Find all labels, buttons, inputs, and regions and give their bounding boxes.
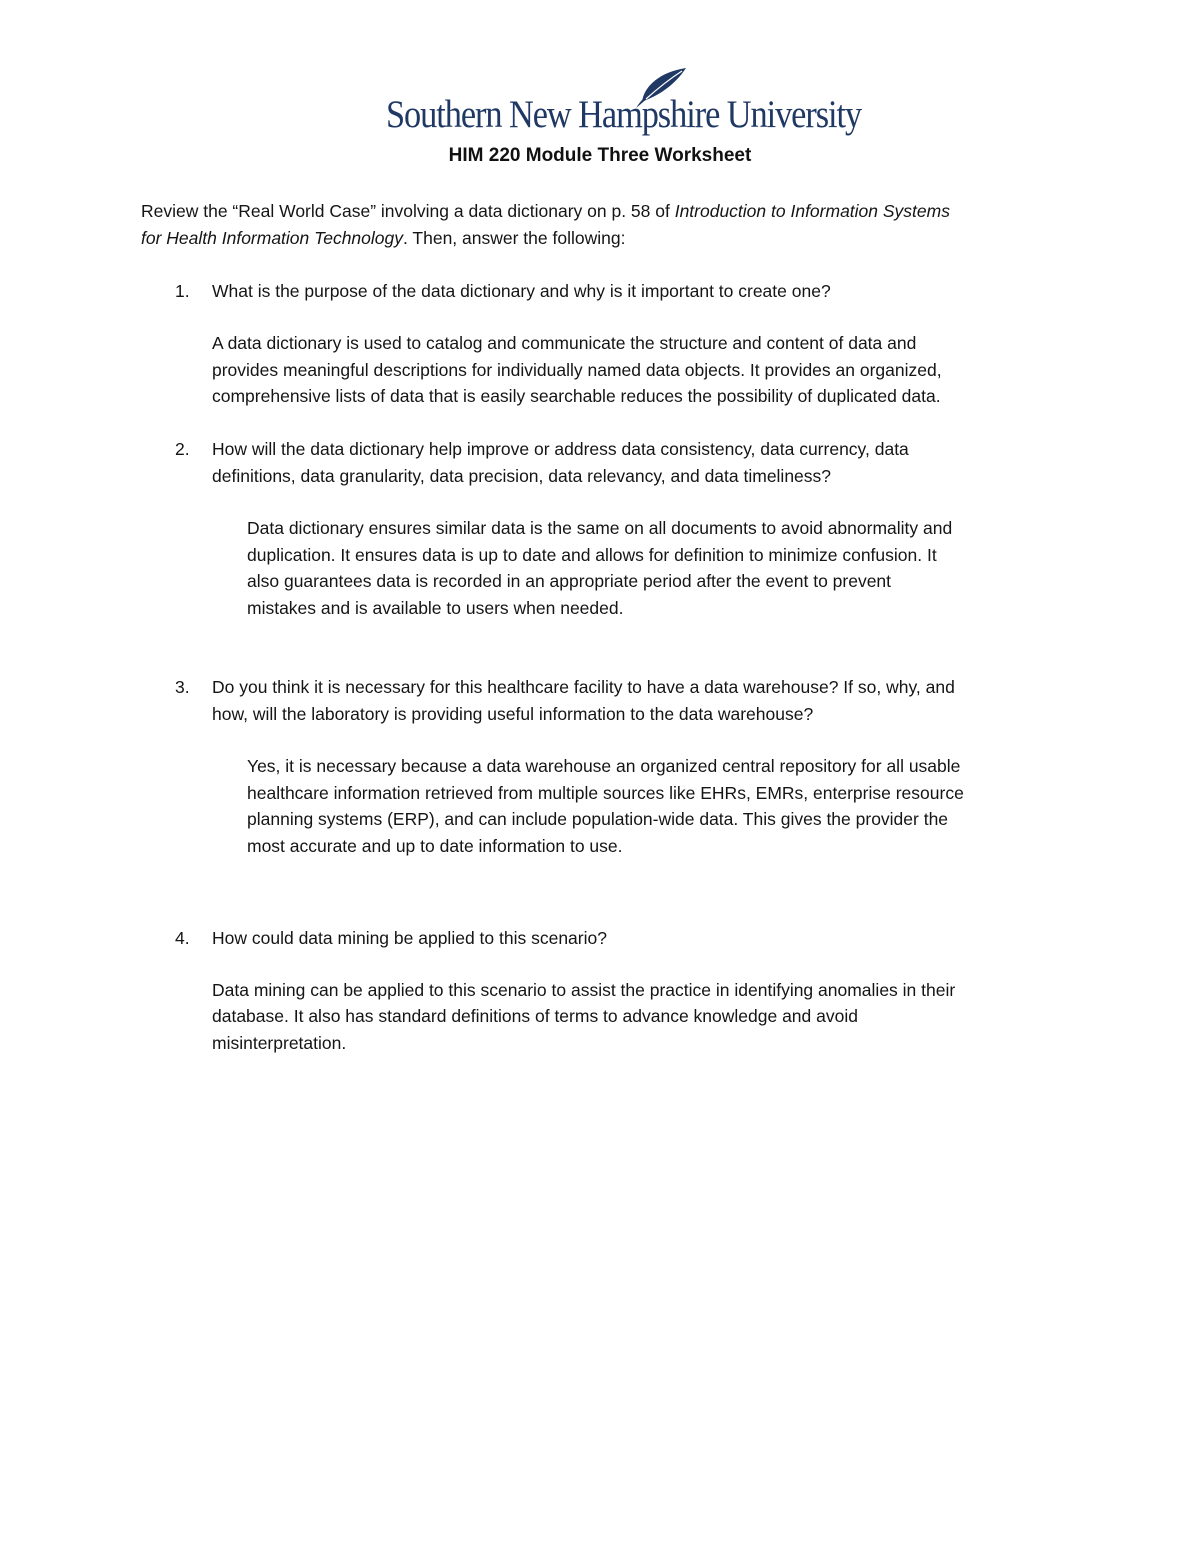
answer-text: Data mining can be applied to this scenario to assist the practice in identifying anomalies in their xyxy=(212,980,956,1000)
question-number: 3. xyxy=(175,677,190,697)
book-title-line1: Introduction to Information Systems xyxy=(674,201,950,221)
question-text: How will the data dictionary help improve or address data consistency, data currency, data xyxy=(212,439,909,459)
question-number: 2. xyxy=(175,439,190,459)
question-number: 4. xyxy=(175,928,190,948)
answer-text: provides meaningful descriptions for individually named data objects. It provides an organized, xyxy=(212,360,942,380)
answer-text: healthcare information retrieved from multiple sources like EHRs, EMRs, enterprise resource xyxy=(247,783,964,803)
question-text: What is the purpose of the data dictionary and why is it important to create one? xyxy=(212,281,831,301)
university-name: Southern New Hampshire University xyxy=(386,93,862,136)
university-logo xyxy=(386,66,862,138)
answer-text: Yes, it is necessary because a data warehouse an organized central repository for all usable xyxy=(247,756,961,776)
intro-text-part2: . Then, answer the following: xyxy=(403,228,626,248)
answer-text: planning systems (ERP), and can include population-wide data. This gives the provider the xyxy=(247,809,949,829)
question-number: 1. xyxy=(175,281,190,301)
page-title: HIM 220 Module Three Worksheet xyxy=(448,145,752,166)
intro-line-1 xyxy=(141,198,950,225)
question-text: Do you think it is necessary for this healthcare facility to have a data warehouse? If so, why, and xyxy=(212,677,955,697)
intro-text-part1: Review the “Real World Case” involving a data dictionary on p. 58 of xyxy=(141,201,675,221)
answer-text: comprehensive lists of data that is easily searchable reduces the possibility of duplicated data. xyxy=(212,386,941,406)
question-text: definitions, data granularity, data precision, data relevancy, and data timeliness? xyxy=(212,466,832,486)
question-text: How could data mining be applied to this scenario? xyxy=(212,928,607,948)
answer-text: duplication. It ensures data is up to date and allows for definition to minimize confusion. It xyxy=(247,545,937,565)
answer-text: most accurate and up to date information to use. xyxy=(247,836,623,856)
answer-text: Data dictionary ensures similar data is the same on all documents to avoid abnormality and xyxy=(247,518,953,538)
answer-text: database. It also has standard definitions of terms to advance knowledge and avoid xyxy=(212,1006,858,1026)
question-text: how, will the laboratory is providing useful information to the data warehouse? xyxy=(212,704,814,724)
answer-text: A data dictionary is used to catalog and communicate the structure and content of data and xyxy=(212,333,917,353)
answer-text: also guarantees data is recorded in an appropriate period after the event to prevent xyxy=(247,571,892,591)
answer-text: misinterpretation. xyxy=(212,1033,347,1053)
intro-line-2 xyxy=(141,225,625,252)
book-title-line2: for Health Information Technology xyxy=(141,228,404,248)
answer-text: mistakes and is available to users when needed. xyxy=(247,598,624,618)
